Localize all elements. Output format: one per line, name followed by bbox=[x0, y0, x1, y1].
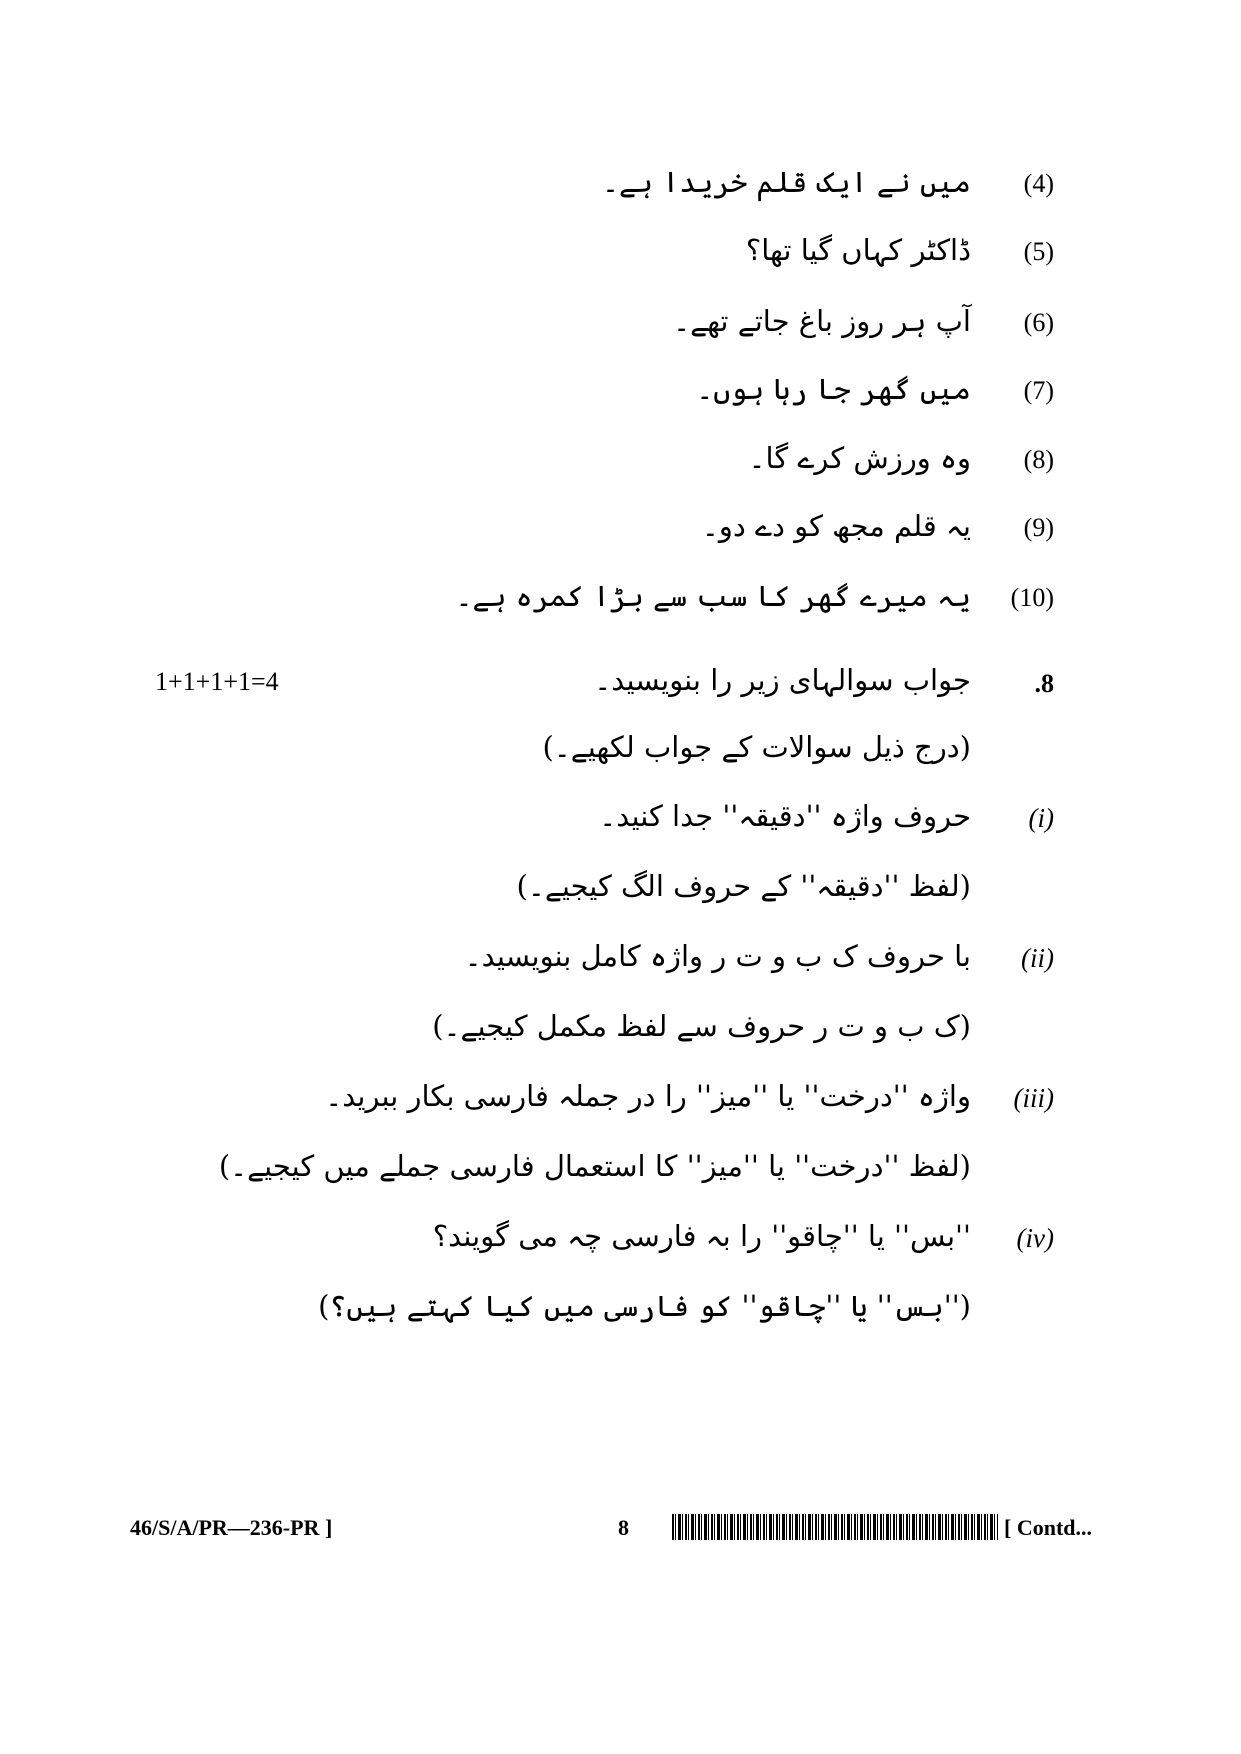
page-number: 8 bbox=[618, 1515, 629, 1540]
item-number: (8) bbox=[1023, 445, 1054, 474]
part-urdu: (لفظ ''دقیقہ'' کے حروف الگ کیجیے۔) bbox=[516, 869, 971, 903]
question-title-urdu: (درج ذیل سوالات کے جواب لکھیے۔) bbox=[542, 730, 971, 764]
paper-code: 46/S/A/PR—236-PR ] bbox=[130, 1515, 333, 1540]
question-number: .8 bbox=[1034, 669, 1054, 698]
part-label: (iv) bbox=[1016, 1223, 1054, 1253]
part-persian: حروف واژہ ''دقیقہ'' جدا کنید۔ bbox=[599, 799, 971, 833]
part-urdu: (ک ب و ت ر حروف سے لفظ مکمل کیجیے۔) bbox=[432, 1009, 971, 1043]
item-number: (4) bbox=[1023, 169, 1054, 198]
part-label: (ii) bbox=[1021, 943, 1054, 973]
part-urdu: (''بس'' یا ''چاقو'' کو فارسی میں کیا کہتے ہیں؟) bbox=[318, 1289, 971, 1323]
barcode bbox=[672, 1514, 998, 1540]
continued-label: [ Contd... bbox=[1004, 1515, 1093, 1540]
item-text: میں گھر جا رہا ہوں۔ bbox=[696, 372, 971, 406]
item-number: (5) bbox=[1023, 237, 1054, 266]
item-text: میں نے ایک قلم خریدا ہے۔ bbox=[602, 165, 971, 199]
part-urdu: (لفظ ''درخت'' یا ''میز'' کا استعمال فارسی جملے میں کیجیے۔) bbox=[218, 1149, 971, 1183]
part-persian: واژہ ''درخت'' یا ''میز'' را در جملہ فارسی بکار ببرید۔ bbox=[325, 1079, 971, 1113]
item-number: (9) bbox=[1023, 513, 1054, 542]
item-text: وہ ورزش کرے گا۔ bbox=[748, 441, 971, 475]
item-number: (7) bbox=[1023, 376, 1054, 405]
item-text: یہ میرے گھر کا سب سے بڑا کمرہ ہے۔ bbox=[455, 579, 971, 613]
question-title: جواب سوالہای زیر را بنویسید۔ bbox=[594, 663, 971, 697]
part-persian: ''بس'' یا ''چاقو'' را بہ فارسی چہ می گویند؟ bbox=[432, 1219, 971, 1253]
part-label: (iii) bbox=[1013, 1083, 1054, 1113]
item-text: ڈاکٹر کہاں گیا تھا؟ bbox=[745, 233, 971, 267]
item-number: (10) bbox=[1010, 583, 1054, 612]
part-persian: با حروف ک ب و ت ر واژہ کامل بنویسید۔ bbox=[464, 939, 971, 973]
marks-allocation: 1+1+1+1=4 bbox=[155, 667, 279, 696]
item-number: (6) bbox=[1023, 308, 1054, 337]
item-text: آپ ہر روز باغ جاتے تھے۔ bbox=[673, 304, 971, 338]
item-text: یہ قلم مجھ کو دے دو۔ bbox=[701, 509, 971, 543]
part-label: (i) bbox=[1028, 803, 1054, 833]
